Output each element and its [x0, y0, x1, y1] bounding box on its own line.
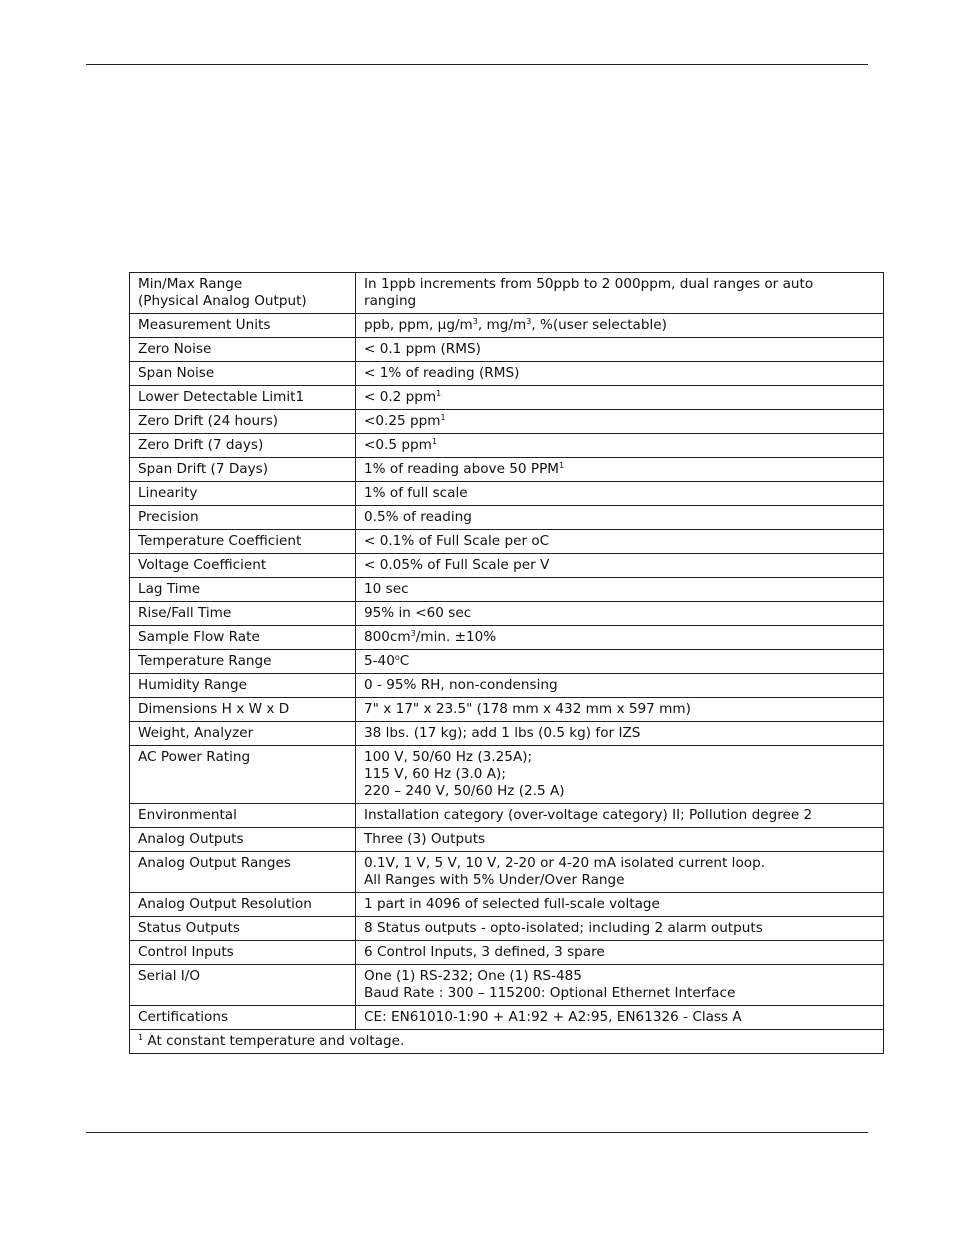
spec-parameter-line: Lower Detectable Limit1 — [138, 389, 305, 405]
spec-row — [130, 965, 884, 1006]
spec-value-text: < 0.1 ppm (RMS) — [364, 341, 481, 357]
spec-value-line — [364, 276, 875, 293]
spec-parameter-line: Analog Output Resolution — [138, 896, 312, 912]
spec-row — [130, 941, 884, 965]
spec-parameter — [130, 506, 356, 530]
spec-parameter — [130, 941, 356, 965]
spec-parameter-line: Min/Max Range — [138, 276, 243, 292]
spec-value-line — [364, 485, 875, 502]
spec-value-text: 0.1V, 1 V, 5 V, 10 V, 2-20 or 4-20 mA isolated current loop. — [364, 855, 766, 871]
spec-value-line — [364, 725, 875, 742]
superscript: 3 — [472, 317, 478, 326]
spec-parameter-line: (Physical Analog Output) — [138, 293, 307, 309]
spec-value — [356, 578, 884, 602]
spec-row — [130, 917, 884, 941]
spec-value-line — [364, 317, 875, 334]
spec-value — [356, 314, 884, 338]
specifications-body — [130, 273, 884, 1030]
footnote-mark: 1 — [138, 1033, 144, 1042]
spec-value — [356, 828, 884, 852]
spec-value — [356, 602, 884, 626]
superscript: 3 — [526, 317, 532, 326]
spec-value-text: < 0.05% of Full Scale per V — [364, 557, 550, 573]
spec-value-line — [364, 341, 875, 358]
spec-value-text: 1% of reading above 50 PPM — [364, 461, 560, 477]
spec-parameter-line: Lag Time — [138, 581, 201, 597]
spec-value-text: 1% of full scale — [364, 485, 468, 501]
spec-parameter — [130, 804, 356, 828]
spec-parameter — [130, 314, 356, 338]
spec-value — [356, 804, 884, 828]
spec-parameter — [130, 746, 356, 804]
spec-value-text: ppb, ppm, µg/m — [364, 317, 473, 333]
spec-row — [130, 893, 884, 917]
spec-parameter-line: Temperature Range — [138, 653, 272, 669]
spec-row — [130, 602, 884, 626]
spec-parameter — [130, 626, 356, 650]
spec-value-text: 5-40 — [364, 653, 395, 669]
spec-value-line — [364, 944, 875, 961]
spec-value-line — [364, 1009, 875, 1026]
header-rule — [86, 64, 868, 65]
spec-value — [356, 893, 884, 917]
spec-value-text: , %(user selectable) — [531, 317, 667, 333]
spec-value-text: All Ranges with 5% Under/Over Range — [364, 872, 625, 888]
spec-value — [356, 941, 884, 965]
spec-value-text: ranging — [364, 293, 417, 309]
spec-parameter — [130, 434, 356, 458]
spec-value-line — [364, 533, 875, 550]
spec-parameter-line: Zero Drift (24 hours) — [138, 413, 279, 429]
spec-row — [130, 578, 884, 602]
spec-value-text: One (1) RS-232; One (1) RS-485 — [364, 968, 582, 984]
spec-value-line — [364, 783, 875, 800]
footnote-cell — [130, 1030, 884, 1054]
spec-value-line — [364, 581, 875, 598]
spec-parameter — [130, 1006, 356, 1030]
spec-parameter-line: Certifications — [138, 1009, 229, 1025]
spec-value-line — [364, 985, 875, 1002]
spec-value-text: 1 part in 4096 of selected full-scale voltage — [364, 896, 660, 912]
spec-value-text: < 0.2 ppm — [364, 389, 437, 405]
spec-value — [356, 530, 884, 554]
spec-parameter-line: Zero Drift (7 days) — [138, 437, 264, 453]
spec-row — [130, 852, 884, 893]
spec-value — [356, 434, 884, 458]
spec-value-line — [364, 437, 875, 454]
spec-value-text: /min. ±10% — [415, 629, 497, 645]
spec-parameter-line: Humidity Range — [138, 677, 248, 693]
spec-value-text: 115 V, 60 Hz (3.0 A); — [364, 766, 506, 782]
spec-value-text: <0.5 ppm — [364, 437, 432, 453]
spec-value-text: 6 Control Inputs, 3 defined, 3 spare — [364, 944, 605, 960]
footnote-superscript: 1 — [440, 413, 446, 422]
spec-parameter-line: Measurement Units — [138, 317, 271, 333]
spec-parameter-line: Serial I/O — [138, 968, 201, 984]
spec-value-text: 0.5% of reading — [364, 509, 472, 525]
spec-row — [130, 410, 884, 434]
spec-parameter-line: Analog Outputs — [138, 831, 244, 847]
spec-parameter — [130, 273, 356, 314]
spec-parameter — [130, 917, 356, 941]
spec-value-text: C — [399, 653, 410, 669]
spec-value-text: 95% in <60 sec — [364, 605, 472, 621]
spec-value-text: In 1ppb increments from 50ppb to 2 000ppm, dual ranges or auto — [364, 276, 814, 292]
spec-row — [130, 554, 884, 578]
spec-value-line — [364, 968, 875, 985]
spec-parameter-line: AC Power Rating — [138, 749, 251, 765]
spec-row — [130, 698, 884, 722]
spec-parameter-line: Span Drift (7 Days) — [138, 461, 269, 477]
spec-value-text: Three (3) Outputs — [364, 831, 486, 847]
spec-parameter — [130, 482, 356, 506]
spec-value-text: < 1% of reading (RMS) — [364, 365, 520, 381]
spec-parameter — [130, 828, 356, 852]
spec-parameter — [130, 362, 356, 386]
spec-parameter-line: Linearity — [138, 485, 198, 501]
spec-parameter-line: Temperature Coefficient — [138, 533, 302, 549]
spec-value-line — [364, 677, 875, 694]
spec-parameter — [130, 965, 356, 1006]
spec-value-line — [364, 896, 875, 913]
spec-value-line — [364, 365, 875, 382]
spec-value — [356, 852, 884, 893]
spec-parameter-line: Analog Output Ranges — [138, 855, 291, 871]
spec-value — [356, 965, 884, 1006]
spec-value — [356, 482, 884, 506]
specifications-table — [129, 272, 884, 1054]
spec-row — [130, 650, 884, 674]
spec-row — [130, 434, 884, 458]
spec-value-text: 38 lbs. (17 kg); add 1 lbs (0.5 kg) for IZS — [364, 725, 641, 741]
spec-parameter-line: Control Inputs — [138, 944, 234, 960]
spec-value — [356, 362, 884, 386]
spec-value — [356, 386, 884, 410]
spec-parameter — [130, 650, 356, 674]
spec-row — [130, 722, 884, 746]
spec-row — [130, 530, 884, 554]
spec-value — [356, 626, 884, 650]
spec-value-line — [364, 831, 875, 848]
spec-parameter — [130, 410, 356, 434]
spec-value-line — [364, 389, 875, 406]
spec-parameter — [130, 386, 356, 410]
spec-value-text: 10 sec — [364, 581, 409, 597]
spec-row — [130, 804, 884, 828]
spec-value-text: 220 – 240 V, 50/60 Hz (2.5 A) — [364, 783, 565, 799]
spec-value-text: 8 Status outputs - opto-isolated; including 2 alarm outputs — [364, 920, 763, 936]
spec-parameter — [130, 458, 356, 482]
spec-value-line — [364, 461, 875, 478]
spec-parameter — [130, 602, 356, 626]
spec-value-line — [364, 766, 875, 783]
footnote-superscript: 1 — [559, 461, 565, 470]
spec-parameter — [130, 578, 356, 602]
spec-value — [356, 554, 884, 578]
spec-row — [130, 338, 884, 362]
spec-value — [356, 722, 884, 746]
spec-parameter — [130, 893, 356, 917]
spec-value-text: 100 V, 50/60 Hz (3.25A); — [364, 749, 533, 765]
spec-parameter — [130, 338, 356, 362]
spec-value — [356, 674, 884, 698]
spec-row — [130, 386, 884, 410]
spec-value-text: 800cm — [364, 629, 411, 645]
spec-parameter-line: Precision — [138, 509, 199, 525]
spec-value-line — [364, 653, 875, 670]
spec-value — [356, 458, 884, 482]
spec-value-line — [364, 605, 875, 622]
spec-value-line — [364, 920, 875, 937]
footnote-superscript: 1 — [431, 437, 437, 446]
spec-parameter — [130, 852, 356, 893]
spec-parameter-line: Sample Flow Rate — [138, 629, 260, 645]
spec-value-text: Baud Rate : 300 – 115200: Optional Ethernet Interface — [364, 985, 736, 1001]
spec-value — [356, 338, 884, 362]
spec-value — [356, 506, 884, 530]
spec-parameter-line: Status Outputs — [138, 920, 240, 936]
spec-value-text: CE: EN61010-1:90 + A1:92 + A2:95, EN61326 - Class A — [364, 1009, 742, 1025]
spec-value-line — [364, 293, 875, 310]
footnote-text: At constant temperature and voltage. — [143, 1033, 405, 1049]
spec-row — [130, 746, 884, 804]
footnote-superscript: 1 — [436, 389, 442, 398]
spec-value — [356, 650, 884, 674]
spec-value-line — [364, 855, 875, 872]
spec-value-line — [364, 701, 875, 718]
spec-parameter — [130, 554, 356, 578]
spec-value-line — [364, 749, 875, 766]
spec-parameter — [130, 722, 356, 746]
spec-value-line — [364, 629, 875, 646]
spec-value-text: <0.25 ppm — [364, 413, 441, 429]
footnote-row — [130, 1030, 884, 1054]
spec-parameter-line: Span Noise — [138, 365, 215, 381]
spec-value-line — [364, 509, 875, 526]
spec-value — [356, 917, 884, 941]
spec-parameter-line: Rise/Fall Time — [138, 605, 232, 621]
spec-row — [130, 362, 884, 386]
spec-row — [130, 273, 884, 314]
spec-row — [130, 626, 884, 650]
spec-parameter-line: Zero Noise — [138, 341, 212, 357]
superscript: o — [394, 653, 400, 662]
spec-parameter-line: Weight, Analyzer — [138, 725, 254, 741]
spec-value-line — [364, 557, 875, 574]
spec-parameter — [130, 698, 356, 722]
spec-row — [130, 1006, 884, 1030]
spec-value — [356, 1006, 884, 1030]
spec-row — [130, 674, 884, 698]
spec-parameter-line: Environmental — [138, 807, 237, 823]
spec-row — [130, 506, 884, 530]
spec-row — [130, 482, 884, 506]
spec-parameter-line: Dimensions H x W x D — [138, 701, 290, 717]
spec-value — [356, 273, 884, 314]
spec-value — [356, 746, 884, 804]
spec-value-text: < 0.1% of Full Scale per oC — [364, 533, 550, 549]
spec-value-text: 7" x 17" x 23.5" (178 mm x 432 mm x 597 mm) — [364, 701, 691, 717]
spec-value-line — [364, 807, 875, 824]
spec-value-text: , mg/m — [477, 317, 527, 333]
spec-value — [356, 698, 884, 722]
spec-value — [356, 410, 884, 434]
spec-parameter — [130, 530, 356, 554]
spec-row — [130, 828, 884, 852]
spec-value-line — [364, 872, 875, 889]
spec-parameter-line: Voltage Coefficient — [138, 557, 267, 573]
spec-parameter — [130, 674, 356, 698]
spec-row — [130, 314, 884, 338]
spec-value-text: 0 - 95% RH, non-condensing — [364, 677, 558, 693]
spec-row — [130, 458, 884, 482]
footer-rule — [86, 1132, 868, 1133]
superscript: 3 — [410, 629, 416, 638]
spec-value-text: Installation category (over-voltage category) II; Pollution degree 2 — [364, 807, 813, 823]
spec-value-line — [364, 413, 875, 430]
